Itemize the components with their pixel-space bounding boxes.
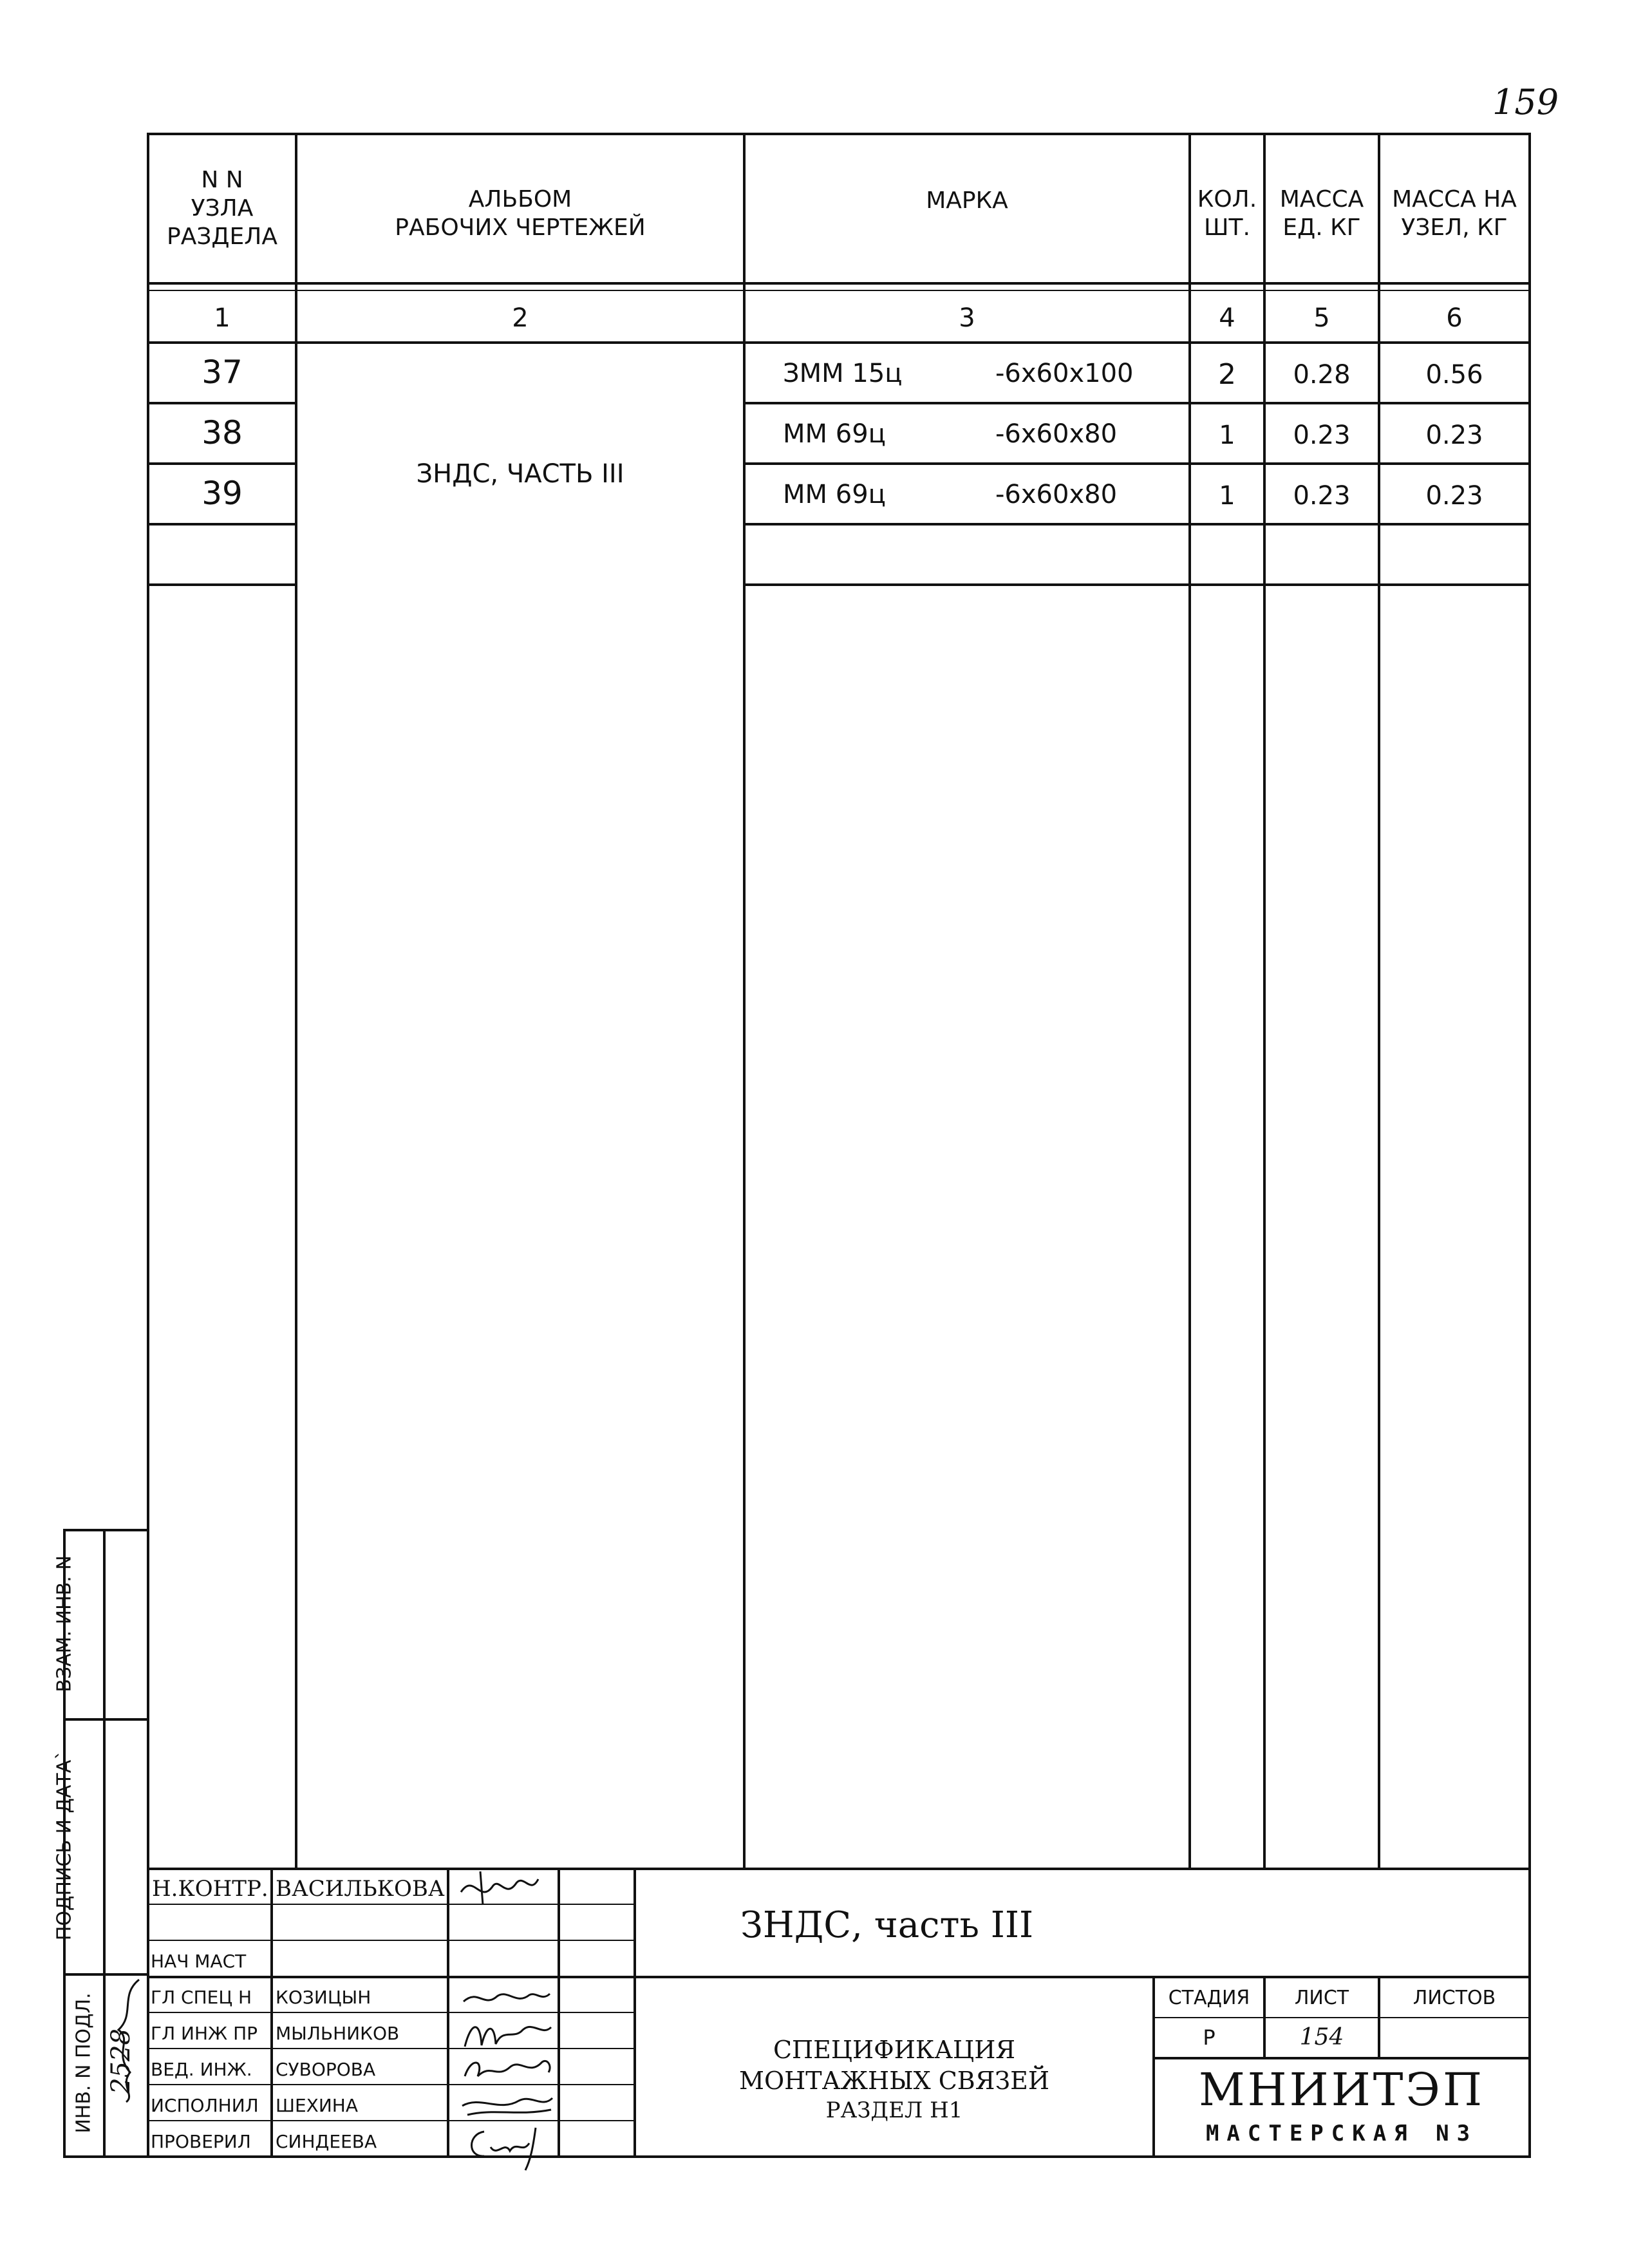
role-ved-inzh: ВЕД. ИНЖ. (151, 2059, 252, 2080)
mark: ММ 69ц (783, 419, 886, 449)
page-number: 159 (1492, 82, 1559, 122)
name-ved-inzh: СУВОРОВА (276, 2059, 376, 2080)
header-mark: МАРКА (926, 187, 1008, 214)
header-mass-unit-l2: ЕД. КГ (1282, 214, 1361, 241)
organization-name: МНИИТЭП (1198, 2063, 1485, 2116)
header-mass-node (1380, 185, 1528, 242)
col-number-2: 2 (512, 303, 529, 333)
size: -6х60х80 (995, 419, 1118, 449)
podpis-data-label: ПОДПИСЬ И ДАТА` (53, 1750, 76, 1941)
header-mass-unit-l1: МАССА (1279, 186, 1364, 213)
header-mass-node-l1: МАССА НА (1392, 186, 1517, 213)
col-number-5: 5 (1313, 303, 1330, 333)
header-node-number (149, 166, 295, 251)
signature-ispolnil (455, 2087, 558, 2123)
doc-title-line3: РАЗДЕЛ Н1 (825, 2097, 963, 2123)
mass-node: 0.23 (1425, 481, 1483, 511)
name-n-kontr: ВАСИЛЬКОВА (276, 1876, 445, 1902)
role-n-kontr: Н.КОНТР. (152, 1876, 268, 1902)
signature-proveril (458, 2121, 561, 2173)
name-gl-spec: КОЗИЦЫН (276, 1987, 371, 2008)
size: -6х60х100 (995, 359, 1134, 388)
signature-n-kontr (455, 1866, 558, 1911)
col-number-6: 6 (1446, 303, 1463, 333)
qty: 1 (1219, 421, 1235, 450)
header-node-number-l3: РАЗДЕЛА (167, 223, 277, 250)
mark: ЗММ 15ц (783, 359, 903, 388)
name-gl-inzh: МЫЛЬНИКОВ (276, 2023, 400, 2044)
stage-value: Р (1203, 2025, 1216, 2050)
header-mass-node-l2: УЗЕЛ, КГ (1401, 214, 1508, 241)
mass-unit: 0.28 (1293, 360, 1351, 390)
node-number: 39 (202, 475, 243, 512)
header-mass-unit (1266, 185, 1378, 242)
sheets-label: ЛИСТОВ (1413, 1987, 1496, 2009)
role-ispolnil: ИСПОЛНИЛ (151, 2095, 259, 2116)
role-nach-mast: НАЧ МАСТ (151, 1951, 247, 1972)
doc-title-line1: СПЕЦИФИКАЦИЯ (773, 2036, 1016, 2064)
inv-number: 2528 (106, 2029, 136, 2094)
header-album-l2: РАБОЧИХ ЧЕРТЕЖЕЙ (395, 214, 646, 241)
sheet-label: ЛИСТ (1294, 1987, 1349, 2009)
header-album-l1: АЛЬБОМ (468, 186, 572, 213)
header-qty-l1: КОЛ. (1197, 186, 1257, 213)
mass-unit: 0.23 (1293, 481, 1351, 511)
signature-gl-inzh (458, 2014, 555, 2053)
qty: 1 (1219, 481, 1235, 511)
signature-ved-inzh (458, 2050, 555, 2089)
mass-node: 0.23 (1425, 421, 1483, 450)
name-ispolnil: ШЕХИНА (276, 2095, 358, 2116)
side-stamp-signature (107, 1976, 148, 2105)
doc-title-line2: МОНТАЖНЫХ СВЯЗЕЙ (739, 2067, 1049, 2095)
role-gl-spec: ГЛ СПЕЦ Н (151, 1987, 252, 2008)
vzam-inv-label: ВЗАМ. ИНВ. N (53, 1555, 76, 1692)
role-gl-inzh: ГЛ ИНЖ ПР (151, 2023, 258, 2044)
header-album (297, 185, 743, 242)
qty: 2 (1218, 358, 1236, 391)
col-number-4: 4 (1219, 303, 1235, 333)
album-name: ЗНДС, ЧАСТЬ III (416, 459, 624, 489)
col-number-3: 3 (959, 303, 975, 333)
name-proveril: СИНДЕЕВА (276, 2131, 377, 2152)
node-number: 38 (202, 414, 243, 451)
mark: ММ 69ц (783, 480, 886, 509)
inv-podl-label: ИНВ. N ПОДЛ. (72, 1992, 95, 2134)
header-node-number-l1: N N (201, 167, 243, 193)
header-qty (1191, 185, 1263, 242)
role-proveril: ПРОВЕРИЛ (151, 2131, 251, 2152)
workshop-name: МАСТЕРСКАЯ N3 (1205, 2121, 1478, 2146)
mass-unit: 0.23 (1293, 421, 1351, 450)
header-node-number-l2: УЗЛА (191, 195, 254, 222)
header-qty-l2: ШТ. (1204, 214, 1250, 241)
signature-gl-spec (458, 1982, 555, 2014)
node-number: 37 (202, 354, 243, 391)
project-name: ЗНДС, часть III (740, 1904, 1034, 1946)
mass-node: 0.56 (1425, 360, 1483, 390)
stage-label: СТАДИЯ (1168, 1987, 1250, 2009)
size: -6х60х80 (995, 480, 1118, 509)
col-number-1: 1 (214, 303, 230, 333)
sheet-value: 154 (1299, 2024, 1344, 2050)
